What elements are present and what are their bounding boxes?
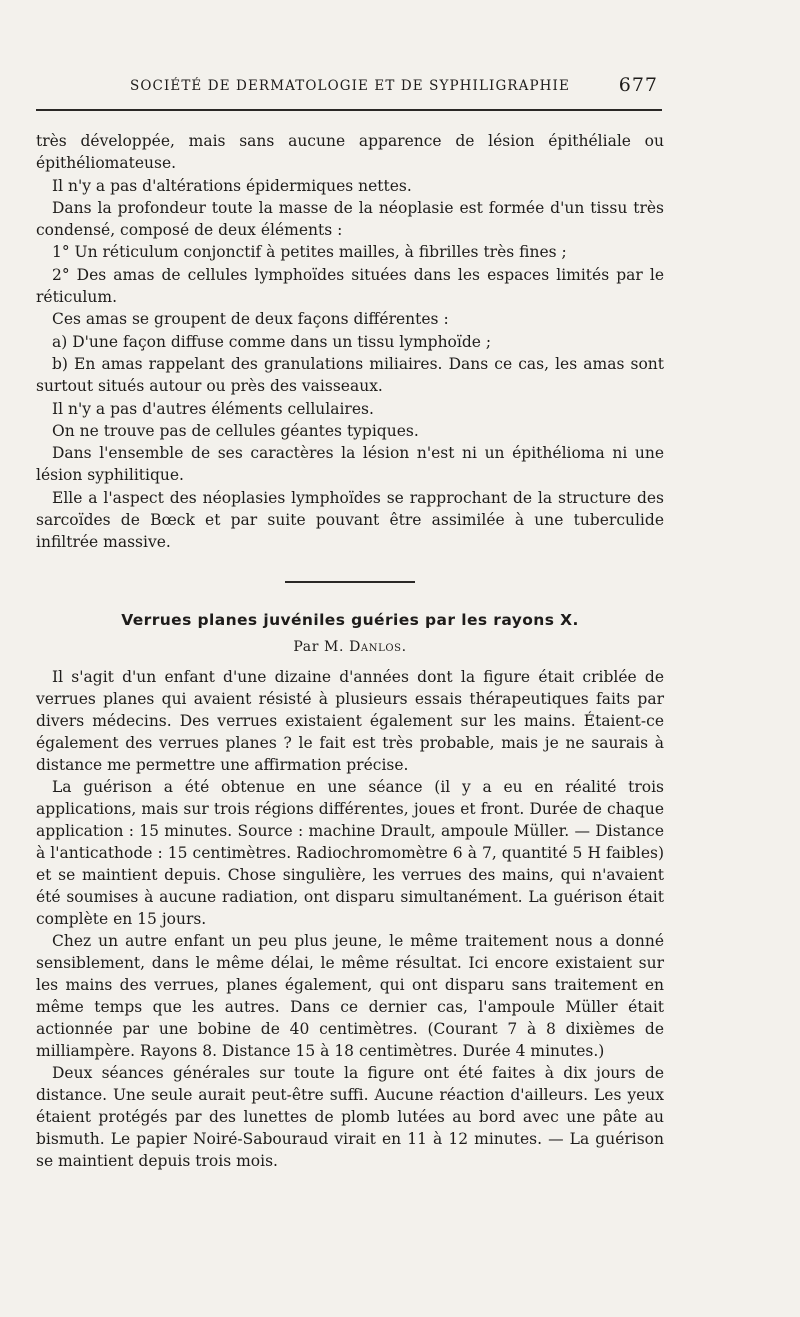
paragraph: La guérison a été obtenue en une séance (il y a eu en réalité trois applications, mais sur trois régions différentes, joues et front. Durée de chaque application : 15 minutes. Source : machine Drault, ampoule Müller. — Distance à l'anticathode : 15 centimètres. Radiochromomètre 6 à 7, quantité 5 H faibles) et se maintient depuis. Chose singulière, les verrues des mains, qui n'avaient été soumises à aucune radiation, ont disparu simultanément. La guérison était complète en 15 jours. [36, 777, 664, 928]
section-separator [285, 581, 415, 583]
paragraph: Il s'agit d'un enfant d'une dizaine d'années dont la figure était criblée de verrues planes qui avaient résisté à plusieurs essais thérapeutiques faits par divers médecins. Des verrues existaient également sur les mains. Étaient-ce également des verrues planes ? le fait est très probable, mais je ne saurais à distance me permettre une affirmation précise. [36, 667, 664, 774]
byline [36, 636, 664, 658]
paragraph: Chez un autre enfant un peu plus jeune, le même traitement nous a donné sensiblement, dans le même délai, le même résultat. Ici encore existaient sur les mains des verrues, planes également, qui ont disparu sans traitement en même temps que les autres. Dans ce dernier cas, l'ampoule Müller était actionnée par une bobine de 40 centimètres. (Courant 7 à 8 dixièmes de milliampère. Rayons 8. Distance 15 à 18 centimètres. Durée 4 minutes.) [36, 931, 664, 1060]
paragraph: Il n'y a pas d'altérations épidermiques nettes. [52, 176, 412, 195]
header-rule [36, 109, 662, 111]
running-title: SOCIÉTÉ DE DERMATOLOGIE ET DE SYPHILIGRAPHIE [130, 78, 570, 94]
paragraph: a) D'une façon diffuse comme dans un tissu lymphoïde ; [52, 332, 492, 351]
paragraph: Elle a l'aspect des néoplasies lymphoïdes se rapprochant de la structure des sarcoïdes de Bœck et par suite pouvant être assimilée à une tuberculide infiltrée massive. [36, 488, 664, 552]
byline-prefix: Par M. [293, 638, 345, 655]
page-number: 677 [618, 74, 658, 96]
paragraph: Il n'y a pas d'autres éléments cellulaires. [52, 399, 374, 418]
section-text [36, 666, 664, 1172]
byline-author: Danlos. [349, 638, 407, 655]
running-header [36, 74, 664, 102]
paragraph: Dans l'ensemble de ses caractères la lésion n'est ni un épithélioma ni une lésion syphilitique. [36, 444, 664, 485]
paragraph: Deux séances générales sur toute la figure ont été faites à dix jours de distance. Une seule aurait peut-être suffi. Aucune réaction d'ailleurs. Les yeux étaient protégés par des lunettes de plomb lutées au bord avec une pâte au bismuth. Le papier Noiré-Sabouraud virait en 11 à 12 minutes. — La guérison se maintient depuis trois mois. [36, 1063, 664, 1170]
paragraph: Ces amas se groupent de deux façons différentes : [52, 310, 449, 329]
paragraph: 2° Des amas de cellules lymphoïdes situées dans les espaces limités par le réticulum. [36, 265, 664, 307]
paragraph: 1° Un réticulum conjonctif à petites mailles, à fibrilles très fines ; [52, 243, 567, 262]
paragraph: b) En amas rappelant des granulations miliaires. Dans ce cas, les amas sont surtout situés autour ou près des vaisseaux. [36, 354, 664, 396]
section-title: Verrues planes juvéniles guéries par les rayons X. [121, 610, 579, 629]
page-body [36, 130, 664, 1172]
paragraph: On ne trouve pas de cellules géantes typiques. [52, 421, 419, 440]
paragraph: Dans la profondeur toute la masse de la néoplasie est formée d'un tissu très condensé, composé de deux éléments : [36, 198, 664, 240]
paragraph: très développée, mais sans aucune apparence de lésion épithéliale ou épithéliomateuse. [36, 132, 664, 173]
part1-text [36, 130, 664, 554]
